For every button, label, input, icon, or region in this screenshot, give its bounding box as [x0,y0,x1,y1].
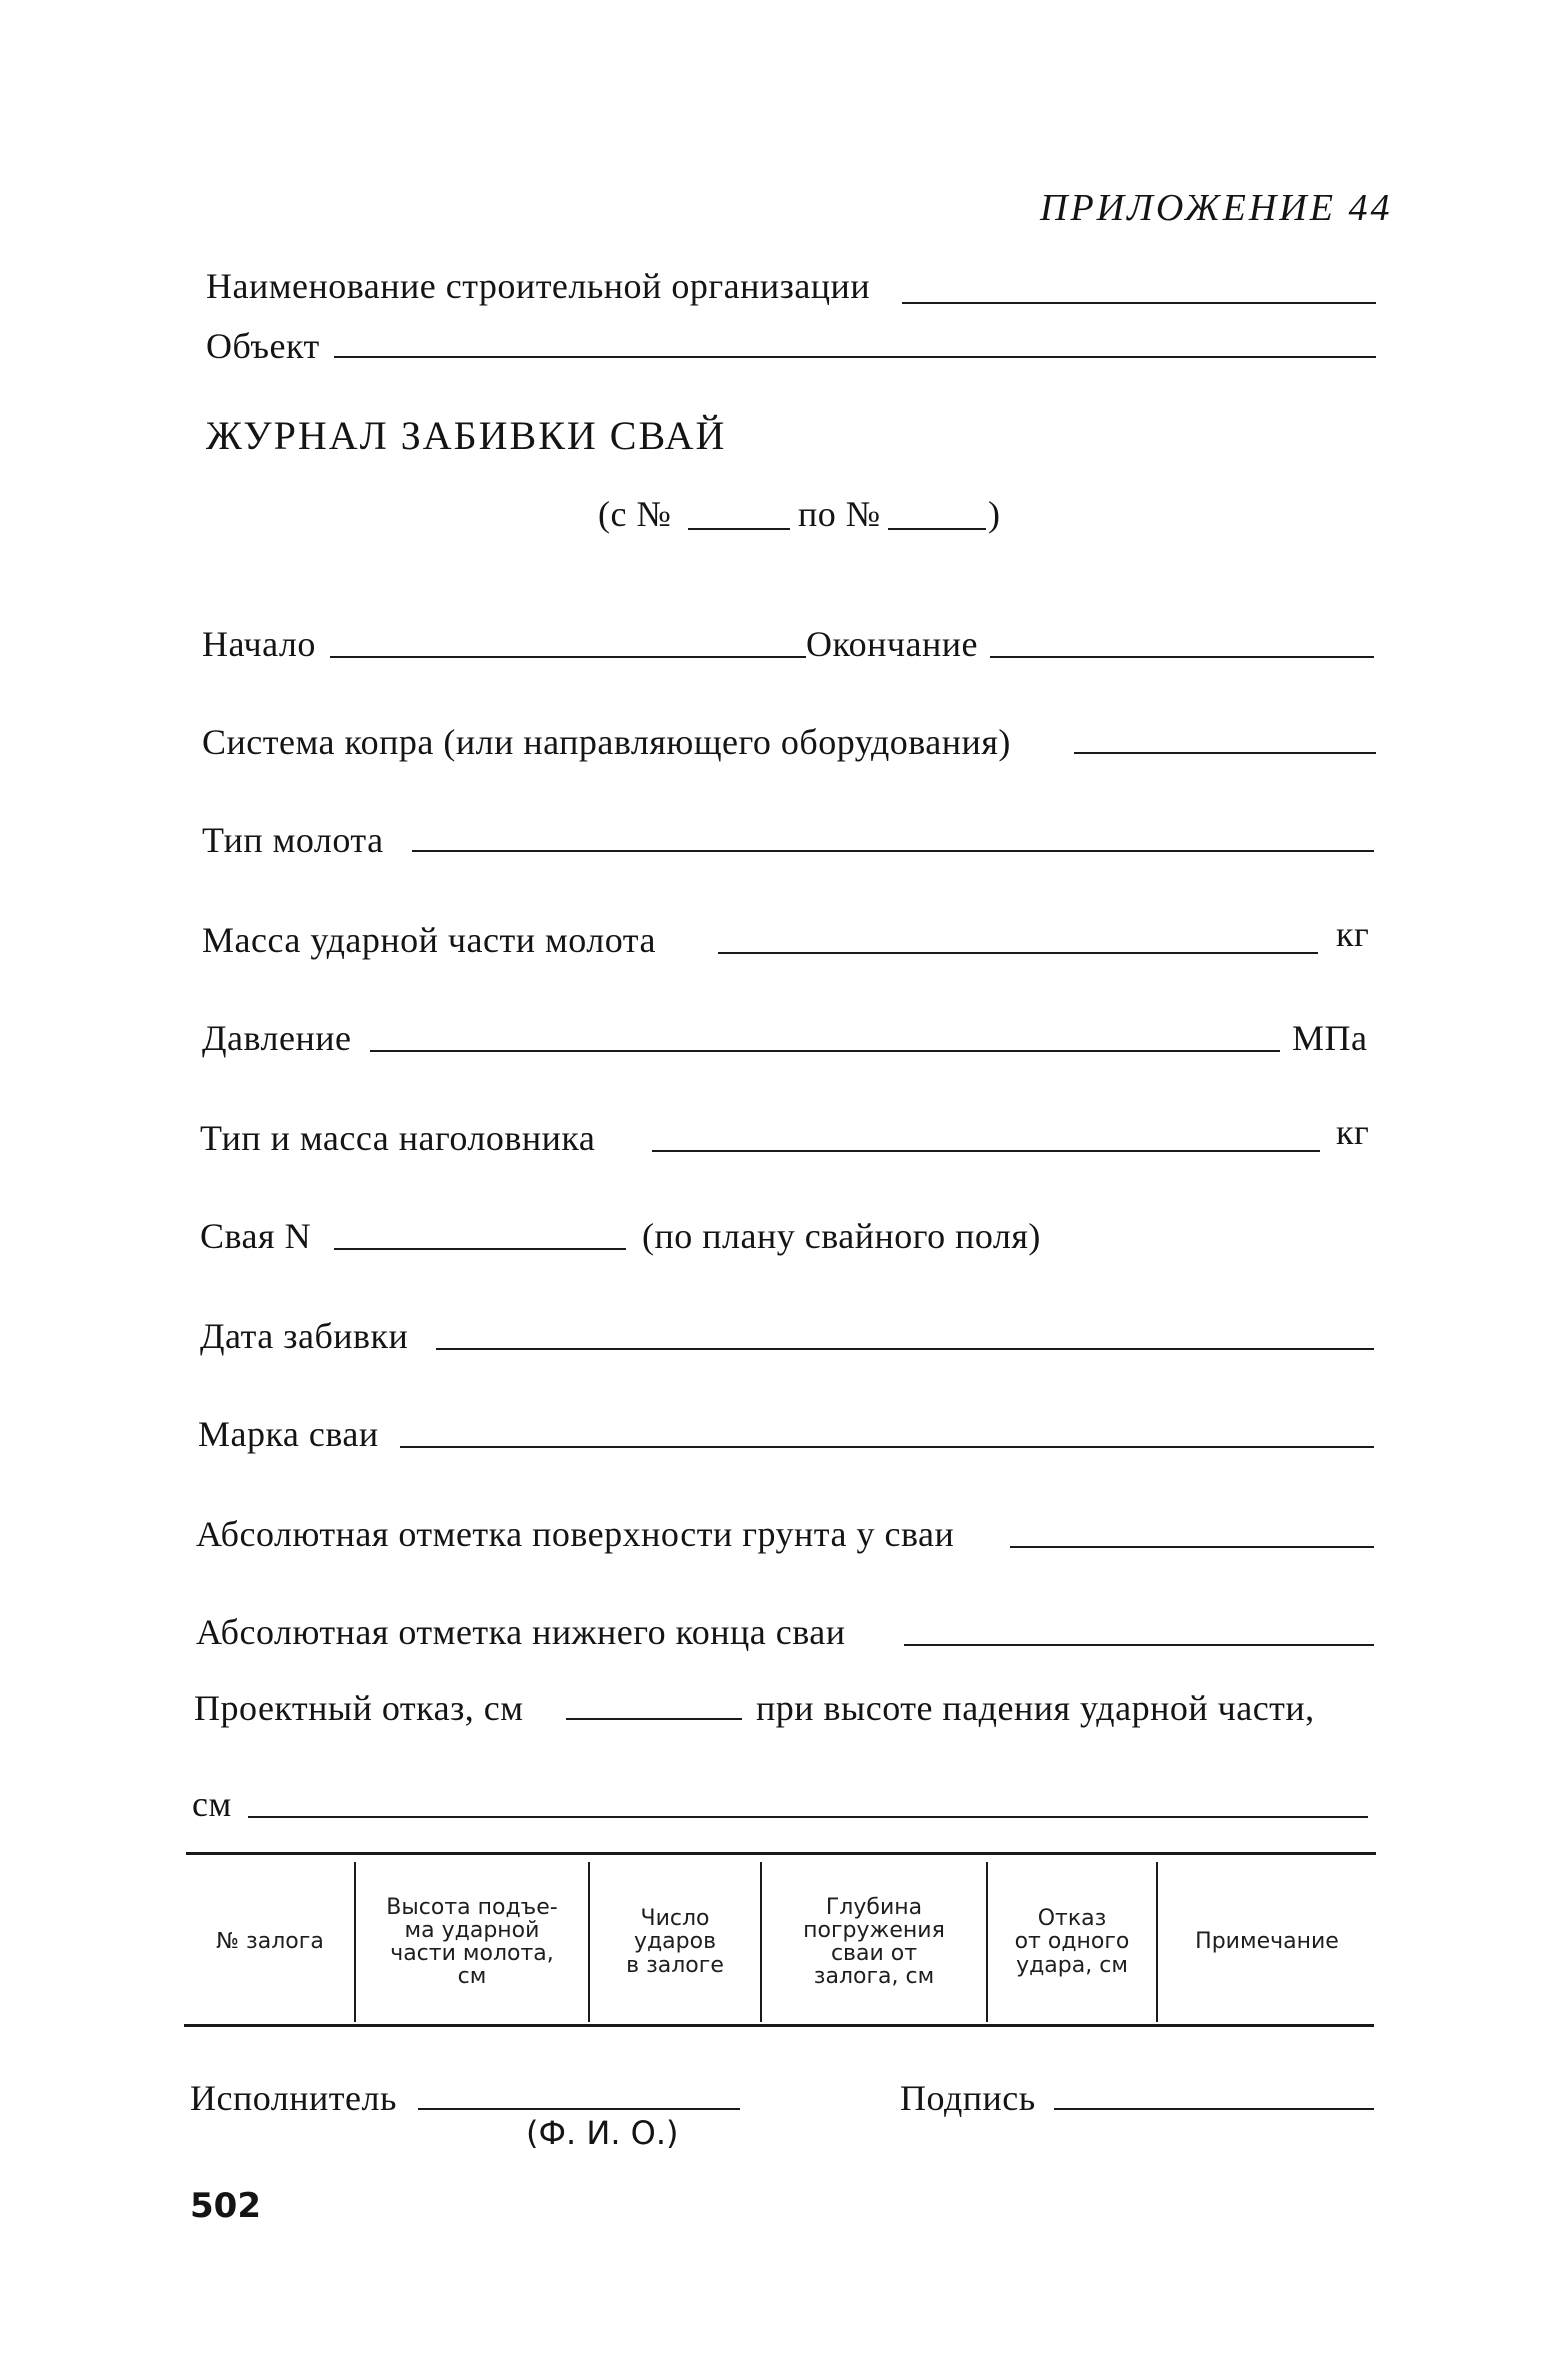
organization-field[interactable] [902,302,1376,304]
cap-field[interactable] [652,1150,1320,1152]
signature-label: Подпись [900,2078,1036,2118]
end-field[interactable] [990,656,1374,658]
range-to-field[interactable] [888,528,986,530]
pile-driver-label: Система копра (или направляющего оборудования) [202,722,1011,762]
pressure-label: Давление [202,1018,352,1058]
object-label: Объект [206,326,320,366]
tip-level-label: Абсолютная отметка нижнего конца сваи [196,1612,846,1652]
pile-number-label: Свая N [200,1216,312,1256]
table-bottom-rule [184,2024,1374,2027]
fall-height-label: при высоте падения ударной части, [756,1688,1315,1728]
fall-height-cm-label: см [192,1784,232,1824]
start-field[interactable] [330,656,806,658]
hammer-mass-field[interactable] [718,952,1318,954]
pile-grade-label: Марка сваи [198,1414,379,1454]
page-number: 502 [190,2186,261,2226]
range-suffix: ) [988,494,1001,534]
object-field[interactable] [334,356,1376,358]
end-label: Окончание [806,624,979,664]
column-header-lift-height: Высота подъе- ма ударной части молота, см [386,1894,558,1990]
pile-grade-field[interactable] [400,1446,1374,1448]
cap-unit: кг [1336,1112,1370,1152]
column-header-penetration-depth: Глубина погружения сваи от залога, см [803,1894,945,1990]
pressure-unit: МПа [1292,1018,1368,1058]
ground-level-field[interactable] [1010,1546,1374,1548]
design-refusal-field[interactable] [566,1718,742,1720]
date-field[interactable] [436,1348,1374,1350]
hammer-mass-label: Масса ударной части молота [202,920,656,960]
column-header-blow-count: Число ударов в залоге [626,1906,724,1978]
date-label: Дата забивки [200,1316,409,1356]
signature-field[interactable] [1054,2108,1374,2110]
hammer-mass-unit: кг [1336,914,1370,954]
organization-label: Наименование строительной организации [206,266,871,306]
tip-level-field[interactable] [904,1644,1374,1646]
design-refusal-label: Проектный отказ, см [194,1688,524,1728]
appendix-label: ПРИЛОЖЕНИЕ 44 [1040,187,1393,229]
executor-field[interactable] [418,2108,740,2110]
column-header-note: Примечание [1195,1929,1339,1955]
start-label: Начало [202,624,316,664]
pile-number-field[interactable] [334,1248,626,1250]
pressure-field[interactable] [370,1050,1280,1052]
column-header-refusal: Отказ от одного удара, см [1014,1906,1130,1978]
pile-number-note: (по плану свайного поля) [642,1216,1041,1256]
executor-caption: (Ф. И. О.) [526,2114,679,2152]
hammer-type-field[interactable] [412,850,1374,852]
range-middle: по № [798,494,881,534]
pile-driver-field[interactable] [1074,752,1376,754]
hammer-type-label: Тип молота [202,820,384,860]
page-title: ЖУРНАЛ ЗАБИВКИ СВАЙ [206,413,727,458]
fall-height-field[interactable] [248,1816,1368,1818]
executor-label: Исполнитель [190,2078,397,2118]
range-from-field[interactable] [688,528,790,530]
range-prefix: (с № [598,494,672,534]
cap-label: Тип и масса наголовника [200,1118,596,1158]
ground-level-label: Абсолютная отметка поверхности грунта у сваи [196,1514,955,1554]
column-header-stage: № залога [216,1929,324,1955]
table-top-rule [186,1852,1376,1855]
